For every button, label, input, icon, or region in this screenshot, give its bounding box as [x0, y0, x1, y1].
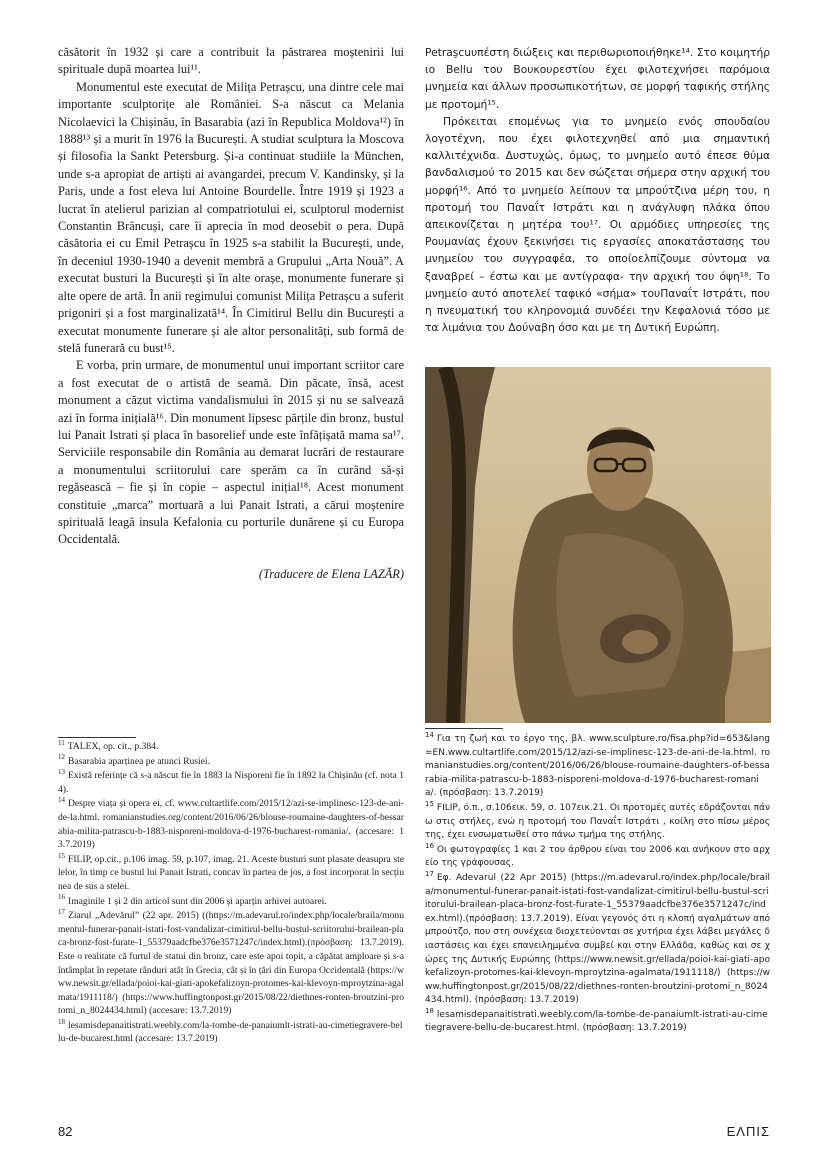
footnote: $^{17}$ Ziarul „Adevărul” (22 apr. 2015) ((https://m.adevarul.ro/index.php/locale/braila/monumentul-funerar-panait-istati-fost-vandalizat-cimitirul-bellu-bustul-scriitorului-brailean-placa-bronz-fost-furate-1_55379aadcfbe376e3571247c/index.html).(πρόσβαση: 13.7.2019). Este o realitate că furtul de statui din bronz, care este apoi topit, a căpătat amploare și s-a întâmplat în repetate rânduri atât în Grecia, cât și în țări din Europa Occidentală (https://www.newsit.gr/ellada/poioi-kai-giati-apokefalizoyn-protomes-kai-klevoyn-mproytzina-agalmata/1911118/) (https://www.huffingtonpost.gr/2015/08/22/diethnes-ronten-broutzini-protomi_n_8024434.html) (accesare: 13.7.2019)	[58, 907, 404, 1017]
portrait-photo-icon	[425, 367, 771, 723]
footnote: $^{15}$ FILIP, op.cit., p.106 imag. 59, p.107, imag. 21. Aceste busturi sunt plasate deasupra stelelor, în timp ce bustul lui Panait Istrati, concav în partea de jos, a fost incorporat în secțiunea de sus a stelei.	[58, 851, 404, 892]
paragraph: Petraşcuυπέστη διώξεις και περιθωριοποιήθηκε¹⁴. Στο κοιμητήρ ιο Bellu του Βουκουρεστίου έχει φιλοτεχνήσει παρόμοια μνημεία και άλλων προσωπικοτήτων, σε μορφή ταφικής στήλης με προτομή¹⁵.	[425, 46, 770, 111]
footnote: $^{18}$ lesamisdepanaitistrati.weebly.com/la-tombe-de-panaiumlt-istrati-au-cimetiegravere-bellu-de-bucarest.html. (πρόσβαση: 13.7.2019)	[425, 1006, 768, 1034]
footnote: $^{14}$ Για τη ζωή και το έργο της, βλ. www.sculpture.ro/fisa.php?id=653&lang=EN.www.cultartlife.com/2015/12/azi-se-implinesc-123-de-ani-de-la.html. romanianstudies.org/content/2016/06/26/blouse-roumaine-daughters-of-bessarabia-milita-patrascu-b-1883-nisporeni-moldova-d-1976-bucharest-romania/. (πρόσβαση: 13.7.2019)	[425, 731, 770, 799]
footnote: $^{12}$ Basarabia aparținea pe atunci Rusiei.	[58, 753, 210, 767]
footnote: $^{11}$ TALEX, op. cit., p.384.	[58, 738, 159, 752]
footnote: $^{17}$ Εφ. Adevarul (22 Apr 2015) (https://m.adevarul.ro/index.php/locale/braila/monumentul-funerar-panait-istati-fost-vandalizat-cimitirul-bellu-bustul-scriitorului-brailean-placa-bronz-fost-furate-1_55379aadcfbe376e3571247c/index.html).(πρόσβαση: 13.7.2019). Είναι γεγονός ότι η κλοπή αγαλμάτων από μπρούτζο, που στη συνέχεια διοχετεύονται σε χυτήρια έχει λάβει μεγάλες διαστάσεις και έχει επανειλημμένα συμβεί και στην Ελλάδα, καθώς και σε χώρες της Δυτικής Ευρώπης (https://www.newsit.gr/ellada/poioi-kai-giati-apokefalizoyn-protomes-kai-klevoyn-mproytzina-agalmata/1911118/) (https://www.huffingtonpost.gr/2015/08/22/diethnes-ronten-broutzini-protomi_n_8024434.html). (πρόσβαση: 13.7.2019)	[425, 869, 770, 1006]
footnote-divider	[425, 728, 503, 729]
footnotes-left	[58, 740, 404, 1047]
footnote: $^{13}$ Există referințe că s-a născut fie în 1883 la Nisporeni fie în 1892 la Chișinău (cf. nota 14).	[58, 768, 404, 795]
footnote: $^{16}$ Οι φωτογραφίες 1 και 2 του άρθρου είναι του 2006 και ανήκουν στο αρχείο της γράφουσας.	[425, 841, 770, 869]
footnote: $^{14}$ Despre viața și opera ei, cf. www.cultartlife.com/2015/12/azi-se-implinesc-123-de-ani-de-la.html. romanianstudies.org/content/2016/06/26/blouse-roumaine-daughters-of-bessarabia-milita-patrascu-b-1883-nisporeni-moldova-d-1976-bucharest-romania/. (accesare: 13.7.2019)	[58, 796, 404, 851]
page-number: 82	[58, 1124, 73, 1139]
journal-name: ΕΛΠΙΣ	[726, 1124, 770, 1139]
paragraph: Monumentul este executat de Milița Petrașcu, una dintre cele mai importante sculptorițe ale României. S-a născut ca Melania Nicolaevici la Chișinău, în Basarabia (azi în Republica Moldova¹²) în 1888¹³ și a murit în 1976 la București. A studiat sculptura la Moscova și filosofia la Sankt Petersburg. Și-a continuat studiile la München, unde s-a apropiat de artiști ai avangardei, precum V. Kandinsky, și la Paris, unde a fost eleva lui Antoine Bourdelle. Între 1919 și 1923 a lucrat în atelierul parizian al compatriotului ei, sculptorul modernist Constantin Brâncuși, care îi aprecia în mod deosebit o pera. După căsătoria ei cu Emil Petrașcu în 1925 s-a stabilit la București, unde, în deceniul 1930-1940 a devenit membră a Grupului „Arta Nouă”. A executat busturi la București și în alte orașe, monumente funerare și alte opere de artă. În anii regimului comunist Milița Petrașcu a suferit prigoniri și a fost marginalizată¹⁴. În Cimitirul Bellu din București a executat monumente funerare și ale altor personalități, sub formă de stelă funerară cu bust¹⁵.	[58, 79, 404, 355]
paragraph: căsătorit în 1932 și care a contribuit la păstrarea moștenirii lui spirituale după moartea lui¹¹.	[58, 45, 404, 77]
left-column	[58, 44, 404, 582]
footnote-divider	[58, 737, 136, 738]
portrait-photo	[425, 367, 771, 723]
footnote: $^{15}$ FILIP, ό.π., σ.106εικ. 59, σ. 107εικ.21. Οι προτομές αυτές εδράζονται πάνω στις στήλες, ενώ η προτομή του Παναΐτ Ιστράτι , κοίλη στο πίσω μέρος της, έχει ενσωματωθεί στο πάνω τμήμα της στήλης.	[425, 799, 770, 841]
footnote: $^{16}$ Imaginile 1 și 2 din articol sunt din 2006 și aparțin arhivei autoarei.	[58, 893, 327, 907]
footnote: $^{18}$ lesamisdepanaitistrati.weebly.com/la-tombe-de-panaiumlt-istrati-au-cimetiegravere-bellu-de-bucarest.html (accesare: 13.7.2019)	[58, 1017, 403, 1045]
paragraph: E vorba, prin urmare, de monumentul unui important scriitor care a fost executat de o artistă de seamă. Din păcate, însă, acest monument a căzut victima vandalismului în 2015 și nu se salvează azi în forma inițială¹⁶. Din monument lipsesc părțile din bronz, bustul lui Panait Istrati și placa în basorelief unde este înfățișată mama sa¹⁷. Serviciile responsabile din România au demarat lucrări de restaurare a monumentului scriitorului care sperăm ca în curând să-și regăsească – fie și în copie – aspectul inițial¹⁸. Acest monument constituie „marca” mortuară a lui Panait Istrati, a cărui moștenire spirituală leagă insula Kefalonia cu porturile dunărene și cu Europa Occidentală.	[58, 358, 404, 547]
right-column	[425, 44, 770, 336]
paragraph: Πρόκειται επομένως για το μνημείο ενός σπουδαίου λογοτέχνη, που έχει φιλοτεχνηθεί από μια σημαντική καλλιτέχνιδα. Δυστυχώς, όμως, το μνημείο αυτό έπεσε θύμα βανδαλισμού το 2015 και δεν σώζεται σήμερα στην αρχική του μορφή¹⁶. Από το μνημείο λείπουν τα μπρούτζινα μέρη του, η προτομή του Παναΐτ Ιστράτι και η ανάγλυφη πλάκα όπου απεικονίζεται η μητέρα του¹⁷. Οι αρμόδιες υπηρεσίες της Ρουμανίας έχουν ξεκινήσει τις εργασίες αποκατάστασης του μνημείου του συγγραφέα, το οποίοελπίζουμε σύντομα να ξαναβρεί – έστω και με αντίγραφα- την αρχική του όψη¹⁸. Το μνημείο αυτό αποτελεί ταφικό «σήμα» τουΠαναΐτ Ιστράτι, που η πνευματική του κληρονομιά συνδέει την Κεφαλονιά τόσο με τα λιμάνια του Δούναβη όσο και με τη Δυτική Ευρώπη.	[425, 114, 770, 335]
translator-credit: (Traducere de Elena LAZĂR)	[258, 566, 404, 581]
footnotes-right	[425, 733, 770, 1037]
